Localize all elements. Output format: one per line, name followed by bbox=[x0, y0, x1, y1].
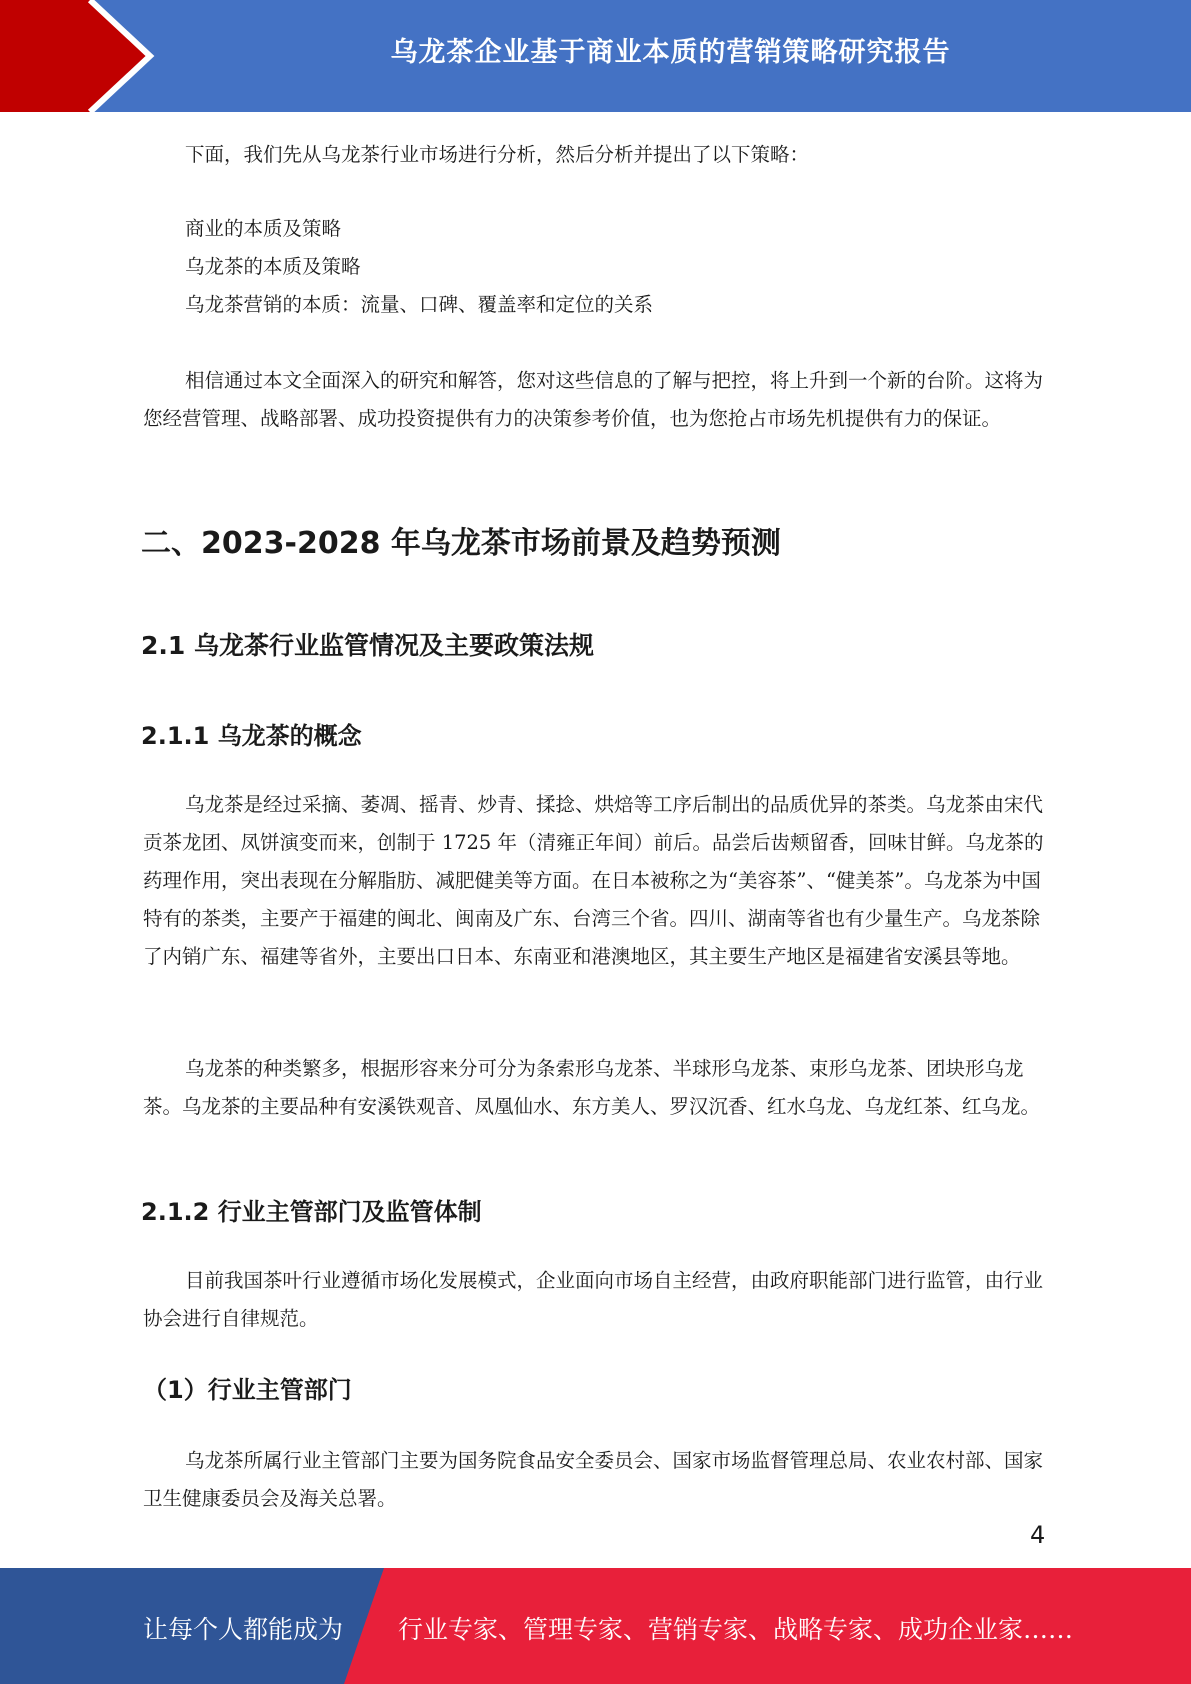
oolong-concept-paragraph: 乌龙茶是经过采摘、萎凋、摇青、炒青、揉捻、烘焙等工序后制出的品质优异的茶类。乌龙茶由宋代贡茶龙团、凤饼演变而来，创制于 1725 年（清雍正年间）前后。品尝后齿颊留香，回味甘鲜。乌龙茶的药理作用，突出表现在分解脂肪、减肥健美等方面。在日本被称之为“美容茶”、“健美茶”。乌龙茶为中国特有的茶类，主要产于福建的闽北、闽南及广东、台湾三个省。四川、湖南等省也有少量生产。乌龙茶除了内销广东、福建等省外，主要出口日本、东南亚和港澳地区，其主要生产地区是福建省安溪县等地。 bbox=[143, 793, 1044, 968]
oolong-types-paragraph: 乌龙茶的种类繁多，根据形容来分可分为条索形乌龙茶、半球形乌龙茶、束形乌龙茶、团块形乌龙茶。乌龙茶的主要品种有安溪铁观音、凤凰仙水、东方美人、罗汉沉香、红水乌龙、乌龙红茶、红乌龙。 bbox=[143, 1057, 1041, 1118]
strategy-item: 乌龙茶营销的本质：流量、口碑、覆盖率和定位的关系 bbox=[185, 293, 654, 316]
authorities-paragraph: 乌龙茶所属行业主管部门主要为国务院食品安全委员会、国家市场监督管理总局、农业农村部、国家卫生健康委员会及海关总署。 bbox=[143, 1449, 1044, 1510]
footer-slogan-left: 让每个人都能成为 bbox=[143, 1615, 344, 1644]
page-header bbox=[0, 0, 1191, 112]
section-2-1-heading: 2.1 乌龙茶行业监管情况及主要政策法规 bbox=[141, 631, 594, 660]
strategy-item: 乌龙茶的本质及策略 bbox=[185, 255, 361, 278]
section-2-heading: 二、2023-2028 年乌龙茶市场前景及趋势预测 bbox=[141, 526, 781, 561]
subsection-1-heading: （1）行业主管部门 bbox=[143, 1376, 352, 1404]
intro-closing: 相信通过本文全面深入的研究和解答，您对这些信息的了解与把控，将上升到一个新的台阶。这将为您经营管理、战略部署、成功投资提供有力的决策参考价值，也为您抢占市场先机提供有力的保证。 bbox=[143, 369, 1044, 430]
report-title: 乌龙茶企业基于商业本质的营销策略研究报告 bbox=[390, 37, 951, 68]
footer-slogan-right: 行业专家、管理专家、营销专家、战略专家、成功企业家…… bbox=[398, 1615, 1074, 1644]
intro-lead: 下面，我们先从乌龙茶行业市场进行分析，然后分析并提出了以下策略： bbox=[185, 143, 810, 166]
page-footer bbox=[0, 1568, 1191, 1684]
strategy-item: 商业的本质及策略 bbox=[185, 217, 342, 240]
regulation-paragraph: 目前我国茶叶行业遵循市场化发展模式，企业面向市场自主经营，由政府职能部门进行监管，由行业协会进行自律规范。 bbox=[143, 1269, 1044, 1330]
section-2-1-1-heading: 2.1.1 乌龙茶的概念 bbox=[141, 722, 362, 750]
section-2-1-2-heading: 2.1.2 行业主管部门及监管体制 bbox=[141, 1198, 482, 1226]
page-number: 4 bbox=[1030, 1521, 1046, 1549]
